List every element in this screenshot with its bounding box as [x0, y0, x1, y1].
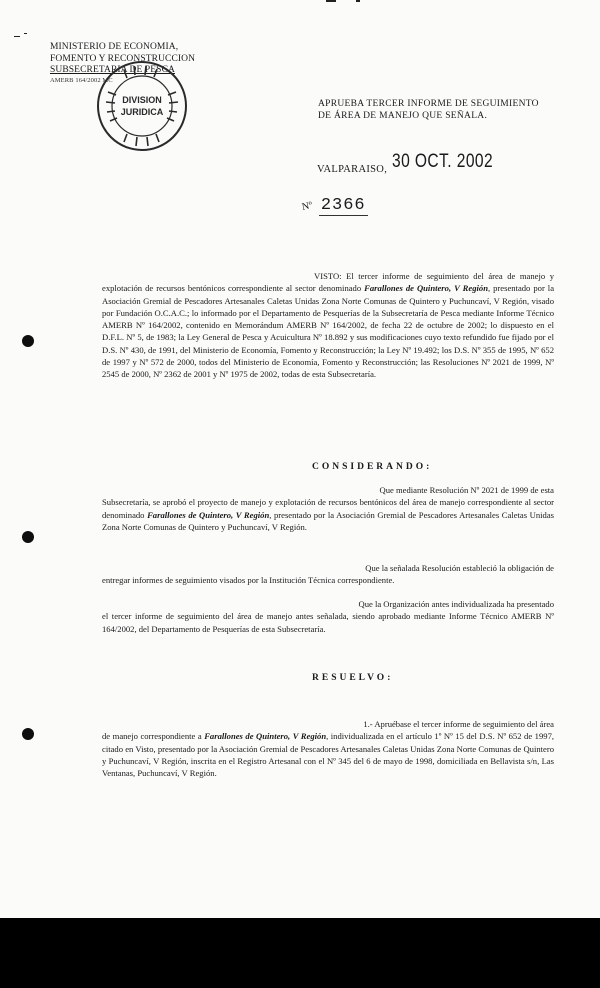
visto-body: , presentado por la Asociación Gremial de Pescadores Artesanales Caletas Unidas Zona Norte Comunas de Quintero y Puchuncaví, V Región, visado por Fundación O.C.A.C.; lo informado por el Departamento de Pesquerías de la Subsecretaría de Pesca mediante Informe Técnico AMERB Nº 164/2002, contenido en Memorándum AMERB Nº 164/2002, de fecha 22 de octubre de 2002; lo dispuesto en el D.F.L. Nº 5, de 1983; la Ley General de Pesca y Acuicultura Nº 18.892 y sus modificaciones cuyo texto refundido fue fijado por el D.S. Nº 430, de 1991, del Ministerio de Economía, Fomento y Reconstrucción; la Ley Nº 19.492; los D.S. Nº 355 de 1995, Nº 652 de 1997 y Nº 572 de 2000, todos del Ministerio de Economía, Fomento y Reconstrucción; las Resoluciones Nº 2021 de 1999, Nº 2545 de 2000, Nº 2362 de 2001 y Nº 1975 de 2002, todas de esta Subsecretaría.: [102, 283, 555, 380]
considerando-p3-body: el tercer informe de seguimiento del área de manejo antes señalada, siendo aprobado mediante Informe Técnico AMERB Nº 164/2002, del Departamento de Pesquerías de esta Subsecretaría.: [102, 611, 554, 634]
number-label: Nº: [300, 200, 314, 213]
seal-text-division: DIVISION: [122, 95, 162, 105]
seal-text-juridica: JURIDICA: [120, 107, 164, 117]
resuelvo-heading: RESUELVO:: [312, 673, 394, 683]
scan-bottom-border: [0, 918, 600, 988]
subject-line-1: APRUEBA TERCER INFORME DE SEGUIMIENTO: [318, 99, 539, 109]
binder-hole-bottom: [22, 728, 34, 740]
scan-mark-top: [326, 0, 336, 2]
resuelvo-paragraph-1: [102, 718, 554, 779]
binder-hole-top: [22, 335, 34, 347]
considerando-p2-body: entregar informes de seguimiento visados por la Institución Técnica correspondiente.: [102, 575, 395, 586]
resolution-number: [302, 196, 368, 215]
binder-hole-middle: [22, 531, 34, 543]
ministry-line-3: SUBSECRETARIA DE PESCA: [50, 65, 175, 75]
considerando-p1-body-b: , presentado por la Asociación Gremial de Pescadores Artesanales Caletas Unidas Zona Norte Comunas de Quintero y Puchuncaví, V Región.: [102, 509, 554, 532]
considerando-paragraph-1: [102, 484, 554, 533]
date-stamp: 30 OCT. 2002: [392, 151, 494, 172]
considerando-p1-sector: Farallones de Quintero, V Región: [147, 509, 270, 520]
resuelvo-p1-sector: Farallones de Quintero, V Región: [204, 731, 327, 742]
number-value: 2366: [320, 196, 366, 215]
considerando-paragraph-3: [102, 598, 554, 635]
ministry-ref: AMERB 164/2002 MC: [50, 76, 113, 84]
considerando-p3-lead: Que la Organización antes individualizada ha presentado: [358, 599, 554, 609]
considerando-p1-body-a: Subsecretaría, se aprobó el proyecto de manejo y explotación de recursos bentónicos del área de manejo correspondiente al sector denominado: [102, 497, 554, 520]
considerando-paragraph-2: [102, 562, 554, 587]
division-juridica-seal: [94, 58, 190, 154]
considerando-heading: CONSIDERANDO:: [312, 462, 433, 472]
subject-line-2: DE ÁREA DE MANEJO QUE SEÑALA.: [318, 111, 488, 121]
ministry-line-1: MINISTERIO DE ECONOMIA,: [50, 42, 179, 52]
ministry-line-2: FOMENTO Y RECONSTRUCCION: [50, 53, 196, 64]
scan-mark-top-2: [356, 0, 360, 2]
visto-sector: Farallones de Quintero, V Región: [364, 283, 488, 294]
considerando-p1-lead: Que mediante Resolución Nº 2021 de 1999 de esta: [379, 485, 554, 495]
resuelvo-p1-body-b: , individualizada en el artículo 1º Nº 15 del D.S. Nº 652 de 1997, citado en Visto, presentado por la Asociación Gremial de Pescadores Artesanales Caletas Unidas Zona Norte Comunas de Quintero y Puchuncaví, V Región, inscrita en el Registro Artesanal con el Nº 345 del 6 de mayo de 1998, domiciliada en Bellavista s/n, Las Ventanas, Puchuncaví, V Región.: [102, 731, 555, 779]
city-label: VALPARAISO,: [317, 164, 388, 175]
visto-lead: VISTO: El tercer informe de seguimiento del área de manejo y explotación de recursos bentónicos correspondiente al sector denominado: [102, 271, 554, 294]
resolution-subject: [318, 98, 568, 122]
resuelvo-p1-lead: 1.- Apruébase el tercer informe de seguimiento del área: [363, 719, 554, 729]
scan-mark-corner-2: [24, 33, 27, 34]
considerando-p2-lead: Que la señalada Resolución estableció la obligación de: [365, 563, 554, 573]
visto-paragraph: [102, 270, 554, 381]
resuelvo-p1-body-a: de manejo correspondiente a: [102, 731, 205, 742]
scan-mark-corner: [14, 36, 20, 37]
